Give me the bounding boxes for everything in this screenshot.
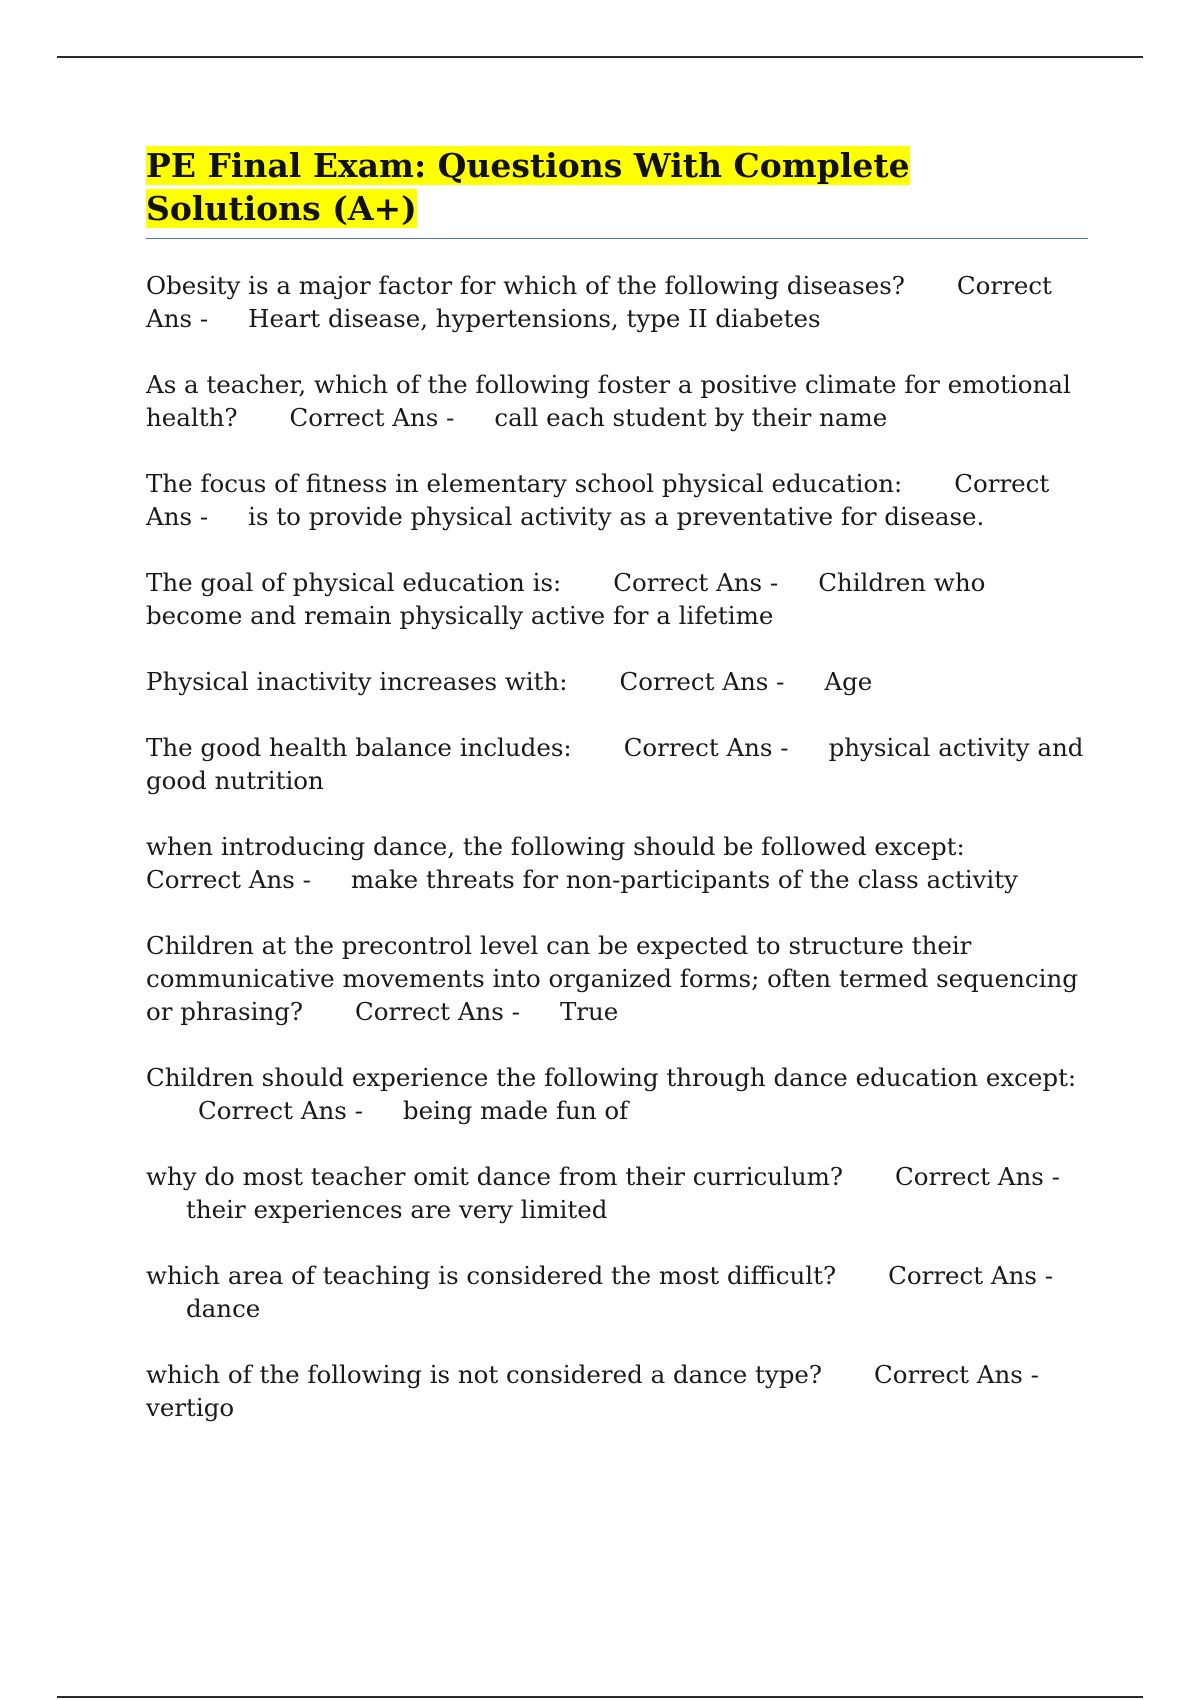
qa-item-5: [146, 665, 1088, 698]
answer-prefix: Correct Ans -: [623, 733, 789, 762]
answer-text: physical activity and good nutrition: [146, 733, 1084, 795]
answer-prefix: Correct Ans -: [146, 271, 1052, 333]
qa-item-1: [146, 269, 1088, 335]
question-text: The goal of physical education is:: [146, 568, 562, 597]
answer-prefix: Correct Ans -: [146, 469, 1050, 531]
qa-item-9: [146, 1061, 1088, 1127]
question-text: which of the following is not considered a dance type?: [146, 1360, 823, 1389]
qa-item-4: [146, 566, 1088, 632]
answer-text: Heart disease, hypertensions, type II diabetes: [248, 304, 821, 333]
question-text: Obesity is a major factor for which of the following diseases?: [146, 271, 905, 300]
answer-prefix: Correct Ans -: [874, 1360, 1039, 1389]
answer-text: Children who become and remain physically active for a lifetime: [146, 568, 986, 630]
qa-item-8: [146, 929, 1088, 1028]
answer-text: their experiences are very limited: [186, 1195, 608, 1224]
question-text: why do most teacher omit dance from their curriculum?: [146, 1162, 844, 1191]
qa-item-3: [146, 467, 1088, 533]
answer-text: being made fun of: [402, 1096, 629, 1125]
answer-prefix: Correct Ans -: [289, 403, 455, 432]
answer-text: Age: [824, 667, 873, 696]
answer-prefix: Correct Ans -: [895, 1162, 1060, 1191]
answer-text: dance: [186, 1294, 261, 1323]
answer-prefix: Correct Ans -: [146, 865, 311, 894]
question-text: Physical inactivity increases with:: [146, 667, 568, 696]
question-text: which area of teaching is considered the most difficult?: [146, 1261, 837, 1290]
answer-prefix: Correct Ans -: [355, 997, 520, 1026]
document-title: [146, 144, 1088, 230]
qa-item-10: [146, 1160, 1088, 1226]
title-block: [146, 144, 1088, 239]
answer-text: vertigo: [146, 1393, 235, 1422]
footer-rule: [57, 1696, 1143, 1698]
answer-prefix: Correct Ans -: [198, 1096, 363, 1125]
answer-text: is to provide physical activity as a preventative for disease.: [248, 502, 985, 531]
question-text: when introducing dance, the following should be followed except:: [146, 832, 965, 861]
answer-text: True: [559, 997, 619, 1026]
answer-prefix: Correct Ans -: [613, 568, 779, 597]
answer-prefix: Correct Ans -: [619, 667, 785, 696]
question-text: As a teacher, which of the following foster a positive climate for emotional health?: [146, 370, 1071, 432]
header-rule: [57, 56, 1143, 58]
title-highlight: PE Final Exam: Questions With Complete Solutions (A+): [146, 146, 910, 228]
qa-item-12: [146, 1358, 1088, 1424]
question-text: The good health balance includes:: [146, 733, 572, 762]
question-text: Children at the precontrol level can be expected to structure their communicative movements into organized forms; often termed sequencing or phrasing?: [146, 931, 1078, 1026]
answer-text: make threats for non-participants of the class activity: [350, 865, 1018, 894]
answer-prefix: Correct Ans -: [888, 1261, 1054, 1290]
document-body: [146, 144, 1088, 1457]
qa-item-11: [146, 1259, 1088, 1325]
qa-item-7: [146, 830, 1088, 896]
question-text: The focus of fitness in elementary school physical education:: [146, 469, 903, 498]
question-text: Children should experience the following through dance education except:: [146, 1063, 1077, 1092]
qa-item-6: [146, 731, 1088, 797]
qa-item-2: [146, 368, 1088, 434]
answer-text: call each student by their name: [494, 403, 888, 432]
